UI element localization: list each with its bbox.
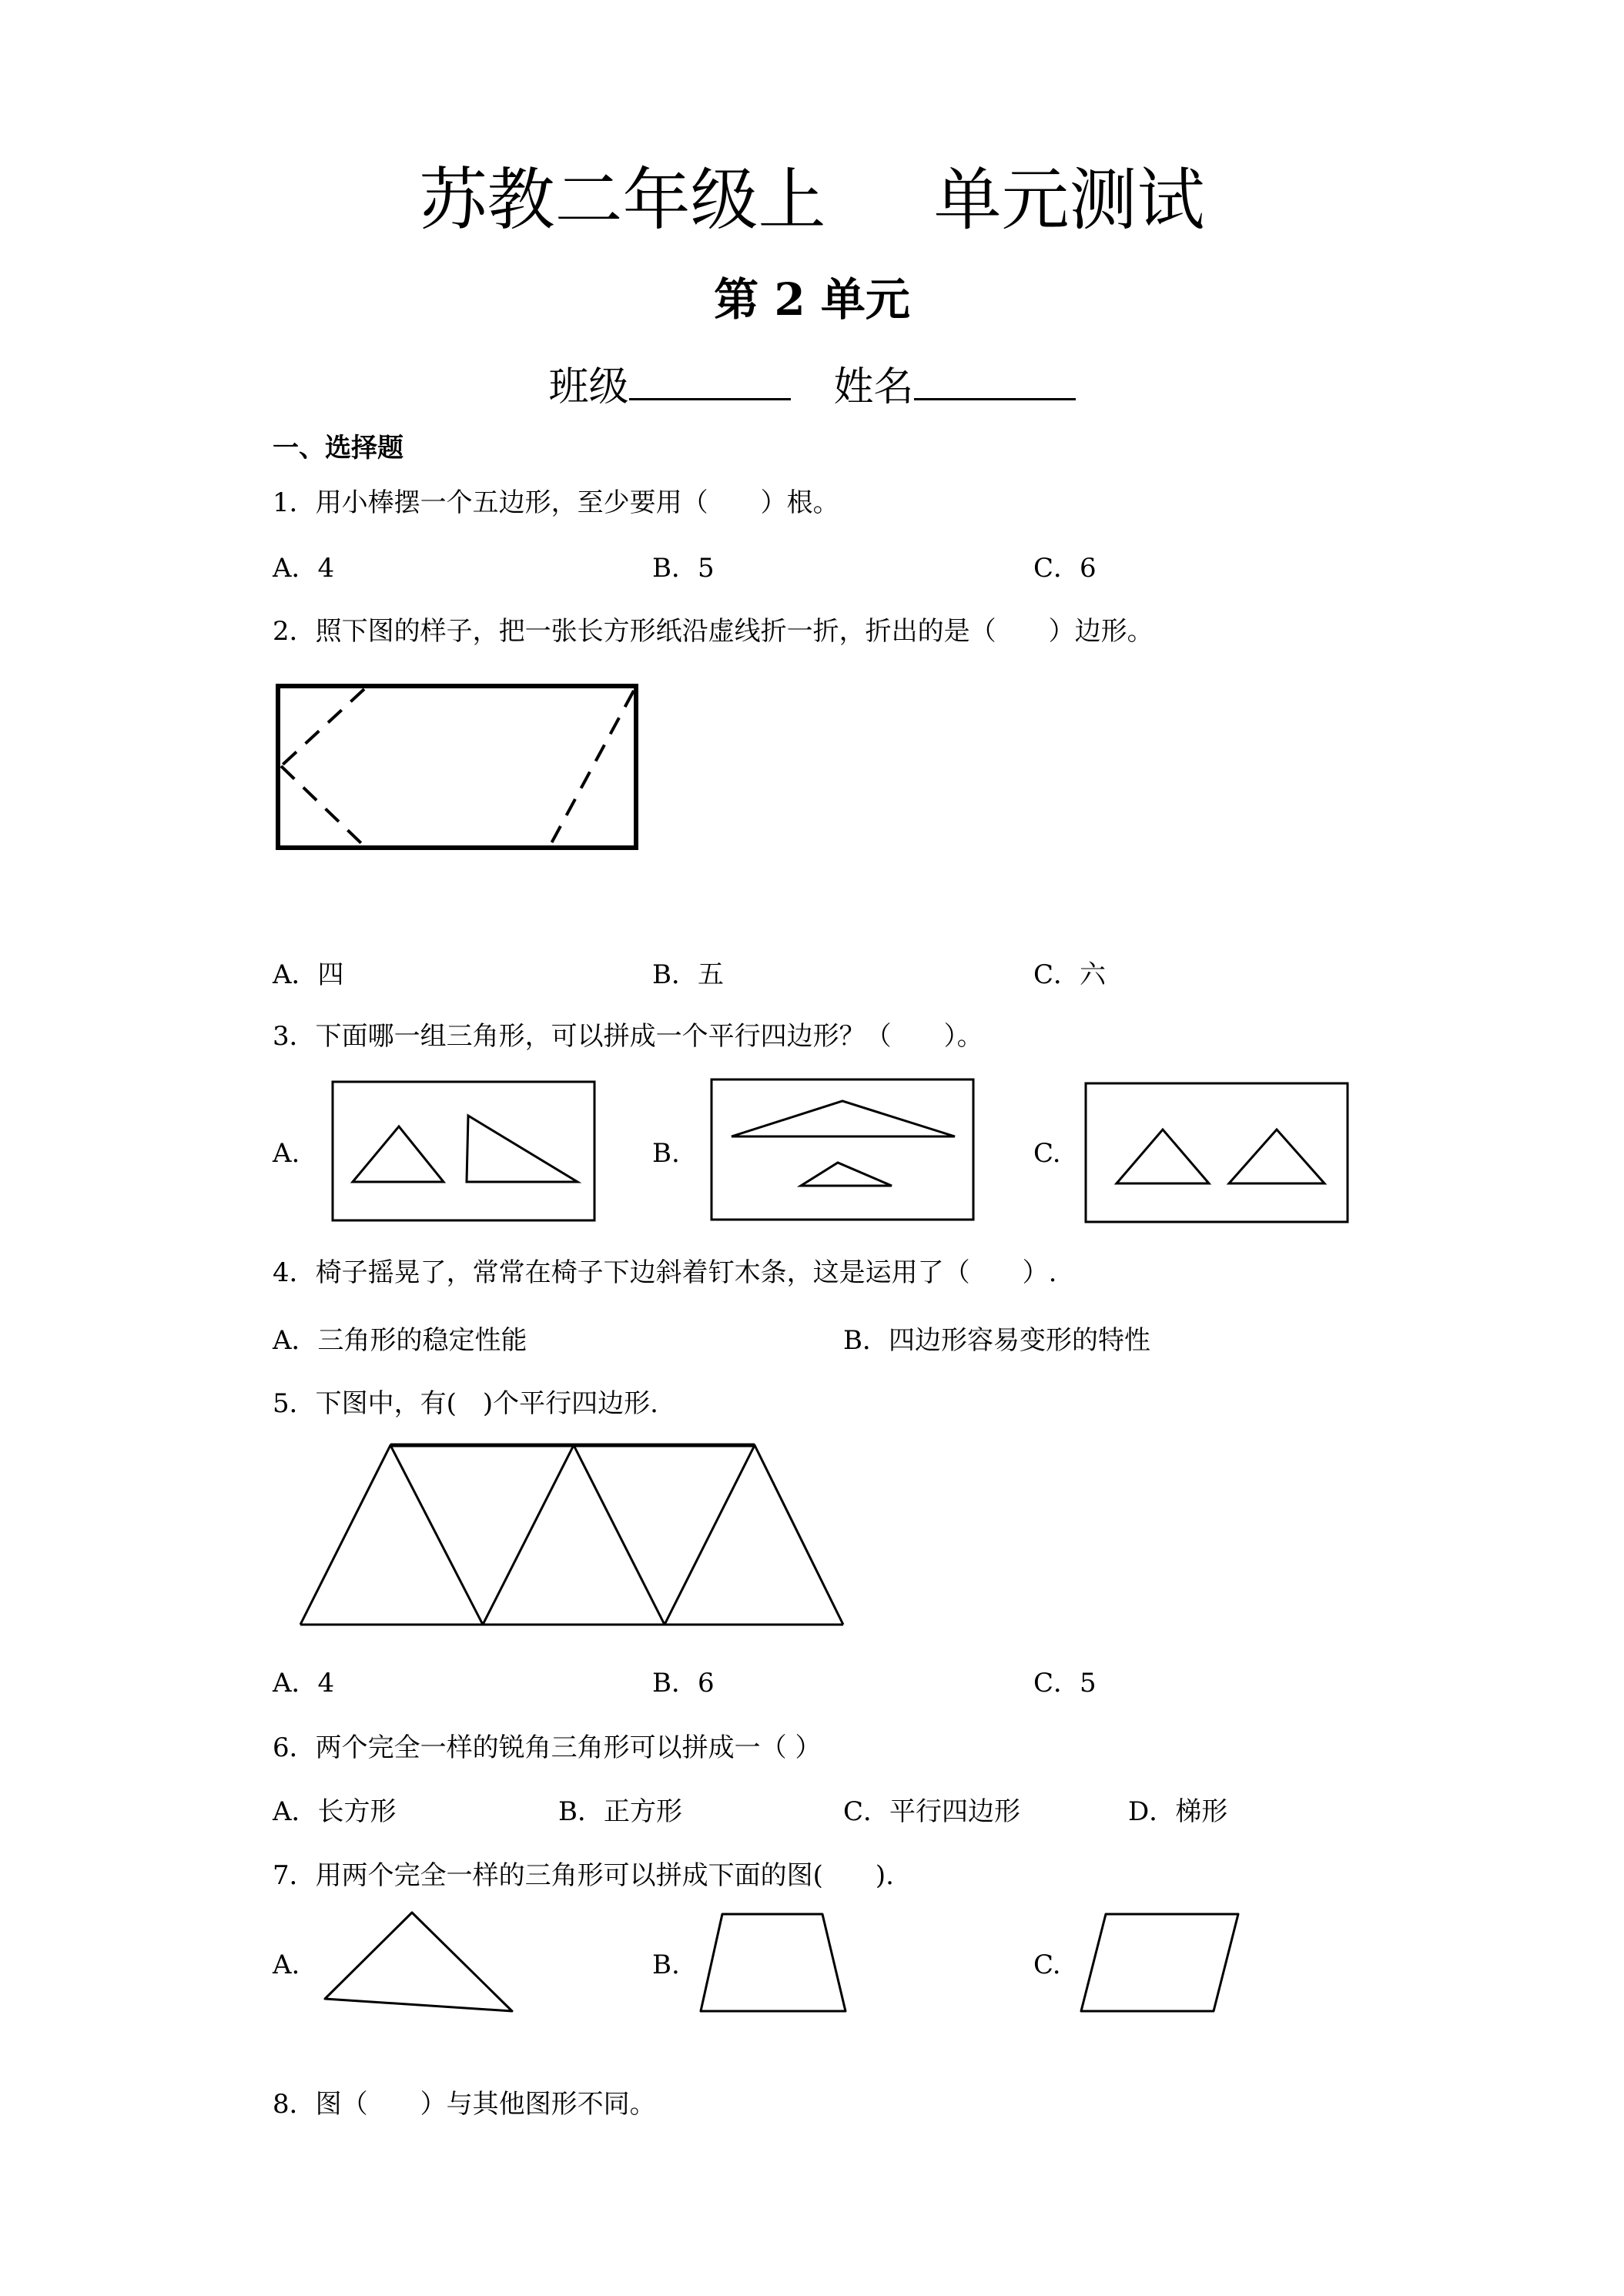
- q1-option-b[interactable]: B．5: [652, 553, 715, 584]
- q7-option-c[interactable]: C.: [1033, 1950, 1061, 1980]
- q2-option-c[interactable]: C．六: [1033, 959, 1107, 990]
- q7-figure-b-trapezoid[interactable]: [698, 1908, 852, 2016]
- question-2: 2．照下图的样子，把一张长方形纸沿虚线折一折，折出的是（ ）边形。: [273, 616, 1154, 647]
- q7-figure-a-triangle[interactable]: [320, 1908, 516, 2016]
- title-right: 单元测试: [933, 160, 1205, 239]
- question-4: 4．椅子摇晃了，常常在椅子下边斜着钉木条，这是运用了（ ）.: [273, 1257, 1057, 1288]
- title-left: 苏教二年级上: [419, 160, 826, 239]
- q3-option-a[interactable]: A.: [273, 1138, 300, 1169]
- q4-option-a[interactable]: A．三角形的稳定性能: [273, 1325, 527, 1356]
- q5-triangles-figure: [296, 1441, 851, 1630]
- question-1: 1．用小棒摆一个五边形，至少要用（ ）根。: [273, 487, 839, 518]
- class-blank[interactable]: [629, 363, 791, 400]
- q6-option-c[interactable]: C．平行四边形: [843, 1796, 1021, 1827]
- q7-figure-c-parallelogram[interactable]: [1078, 1908, 1244, 2016]
- question-8: 8．图（ ）与其他图形不同。: [273, 2089, 656, 2120]
- q3-figure-a[interactable]: [331, 1080, 597, 1223]
- unit-heading: 第 2 单元: [714, 273, 910, 326]
- question-5: 5．下图中，有( )个平行四边形.: [273, 1388, 658, 1419]
- q3-figure-c[interactable]: [1084, 1082, 1350, 1224]
- q5-option-c[interactable]: C．5: [1033, 1668, 1097, 1699]
- q3-figure-b[interactable]: [710, 1078, 976, 1223]
- class-label: 班级: [548, 364, 629, 410]
- q1-option-c[interactable]: C．6: [1033, 553, 1097, 584]
- q3-option-b[interactable]: B.: [652, 1138, 680, 1169]
- q4-option-b[interactable]: B．四边形容易变形的特性: [843, 1325, 1150, 1356]
- student-info-line: [0, 354, 1624, 412]
- q1-option-a[interactable]: A．4: [273, 553, 335, 584]
- question-3: 3．下面哪一组三角形，可以拼成一个平行四边形？（ ）。: [273, 1021, 983, 1052]
- section-title: 一、选择题: [273, 433, 403, 464]
- q3-option-c[interactable]: C.: [1033, 1138, 1061, 1169]
- question-7: 7．用两个完全一样的三角形可以拼成下面的图( ).: [273, 1860, 894, 1891]
- q7-option-b[interactable]: B.: [652, 1950, 680, 1980]
- q5-option-b[interactable]: B．6: [652, 1668, 715, 1699]
- q2-option-a[interactable]: A．四: [273, 959, 344, 990]
- q2-fold-rectangle-figure: [273, 681, 643, 855]
- q6-option-d[interactable]: D．梯形: [1128, 1796, 1228, 1827]
- q2-option-b[interactable]: B．五: [652, 959, 724, 990]
- name-label: 姓名: [833, 364, 914, 410]
- question-6: 6．两个完全一样的锐角三角形可以拼成一（ ）: [273, 1732, 822, 1763]
- q7-option-a[interactable]: A.: [273, 1950, 300, 1980]
- q5-option-a[interactable]: A．4: [273, 1668, 335, 1699]
- q6-option-b[interactable]: B．正方形: [558, 1796, 682, 1827]
- q6-option-a[interactable]: A．长方形: [273, 1796, 397, 1827]
- name-blank[interactable]: [914, 363, 1076, 400]
- page-title: [0, 146, 1624, 243]
